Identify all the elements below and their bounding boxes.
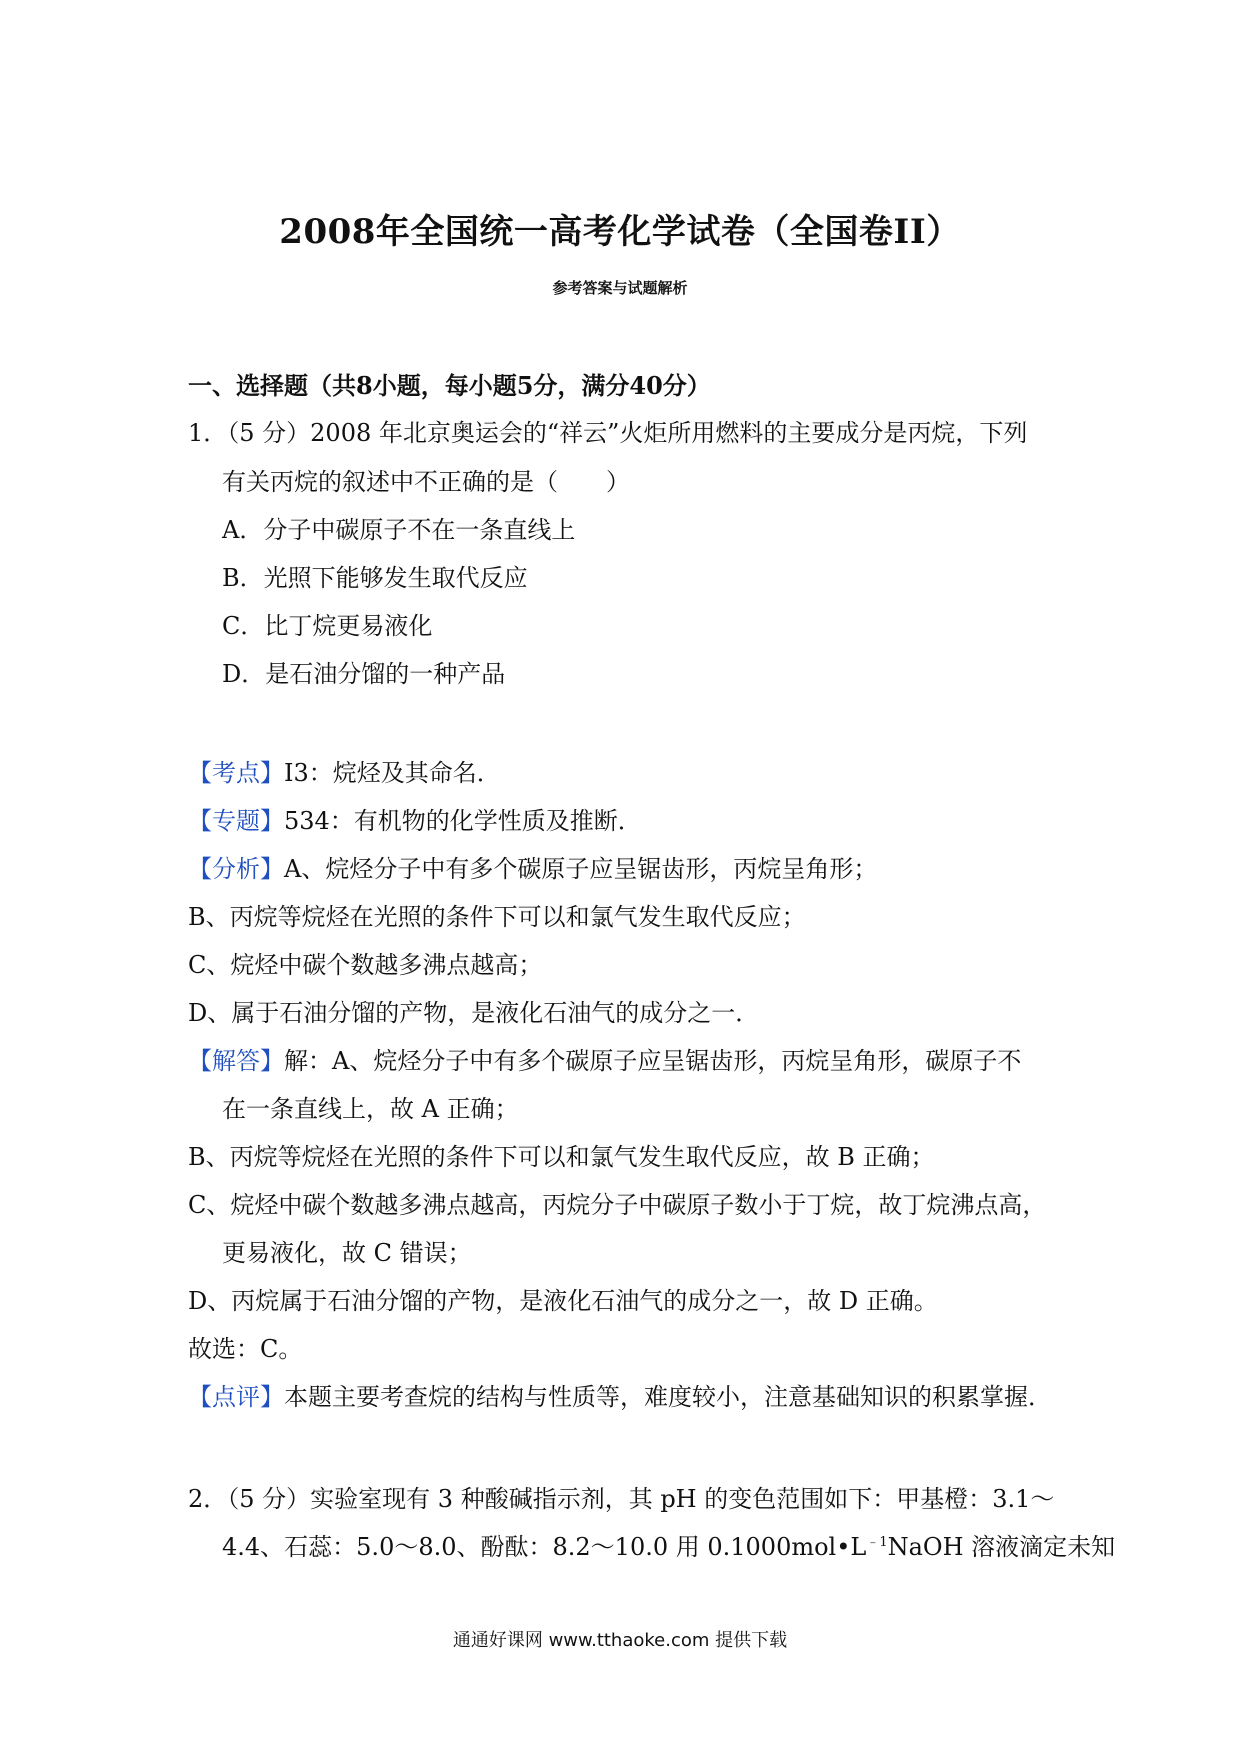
question-1-stem-line-1: 1．（5 分）2008 年北京奥运会的“祥云”火炬所用燃料的主要成分是丙烷，下列 <box>188 419 1028 447</box>
question-1-option-b: B．光照下能够发生取代反应 <box>222 564 528 592</box>
jieda-line <box>188 1044 1021 1078</box>
fenxi-c: C、烷烃中碳个数越多沸点越高； <box>188 951 543 979</box>
zhuanti-tag: 【专题】 <box>188 807 284 835</box>
document-title: 2008年全国统一高考化学试卷（全国卷II） <box>279 212 961 252</box>
kaodian-tag: 【考点】 <box>188 759 284 787</box>
kaodian-text: I3：烷烃及其命名． <box>284 759 501 787</box>
question-1-option-d: D．是石油分馏的一种产品 <box>222 660 506 688</box>
question-2-stem-line-2-part-b: NaOH 溶液滴定未知 <box>887 1533 1116 1561</box>
dianping-text: 本题主要考查烷的结构与性质等，难度较小，注意基础知识的积累掌握． <box>284 1383 1052 1411</box>
jieda-c-line-2: 更易液化，故 C 错误； <box>222 1239 472 1267</box>
kaodian-line <box>188 756 501 790</box>
fenxi-line <box>188 852 877 886</box>
jieda-a-continued: 在一条直线上，故 A 正确； <box>222 1095 519 1123</box>
question-1-option-c: C．比丁烷更易液化 <box>222 612 433 640</box>
page-footer: 通通好课网 www.tthaoke.com 提供下载 <box>452 1630 788 1651</box>
section-heading: 一、选择题（共8小题，每小题5分，满分40分） <box>188 371 711 400</box>
fenxi-d: D、属于石油分馏的产物，是液化石油气的成分之一． <box>188 999 760 1027</box>
jieda-tag: 【解答】 <box>188 1047 284 1075</box>
jieda-b: B、丙烷等烷烃在光照的条件下可以和氯气发生取代反应，故 B 正确； <box>188 1143 935 1171</box>
question-2-stem-line-2-part-a: 4.4、石蕊：5.0～8.0、酚酞：8.2～10.0 用 0.1000mol•L <box>222 1533 867 1561</box>
zhuanti-text: 534：有机物的化学性质及推断． <box>284 807 642 835</box>
jieda-text: 解：A、烷烃分子中有多个碳原子应呈锯齿形，丙烷呈角形，碳原子不 <box>284 1047 1022 1075</box>
dianping-tag: 【点评】 <box>188 1383 284 1411</box>
zhuanti-line <box>188 804 642 838</box>
question-2-stem-line-2 <box>222 1530 1115 1564</box>
question-1-stem-line-2: 有关丙烷的叙述中不正确的是（ ） <box>222 468 630 496</box>
question-1-option-a: A．分子中碳原子不在一条直线上 <box>222 516 576 544</box>
fenxi-tag: 【分析】 <box>188 855 284 883</box>
question-2-stem-line-1: 2．（5 分）实验室现有 3 种酸碱指示剂，其 pH 的变色范围如下：甲基橙：3.1～ <box>188 1485 1055 1513</box>
jieda-d: D、丙烷属于石油分馏的产物，是液化石油气的成分之一，故 D 正确。 <box>188 1287 938 1315</box>
dianping-line <box>188 1380 1052 1414</box>
fenxi-b: B、丙烷等烷烃在光照的条件下可以和氯气发生取代反应； <box>188 903 806 931</box>
document-subtitle: 参考答案与试题解析 <box>552 279 688 297</box>
answer-choice: 故选：C。 <box>188 1335 303 1363</box>
fenxi-text: A、烷烃分子中有多个碳原子应呈锯齿形，丙烷呈角形； <box>284 855 878 883</box>
question-2-superscript: ﹣1 <box>866 1535 888 1550</box>
jieda-c-line-1: C、烷烃中碳个数越多沸点越高，丙烷分子中碳原子数小于丁烷，故丁烷沸点高， <box>188 1191 1047 1219</box>
